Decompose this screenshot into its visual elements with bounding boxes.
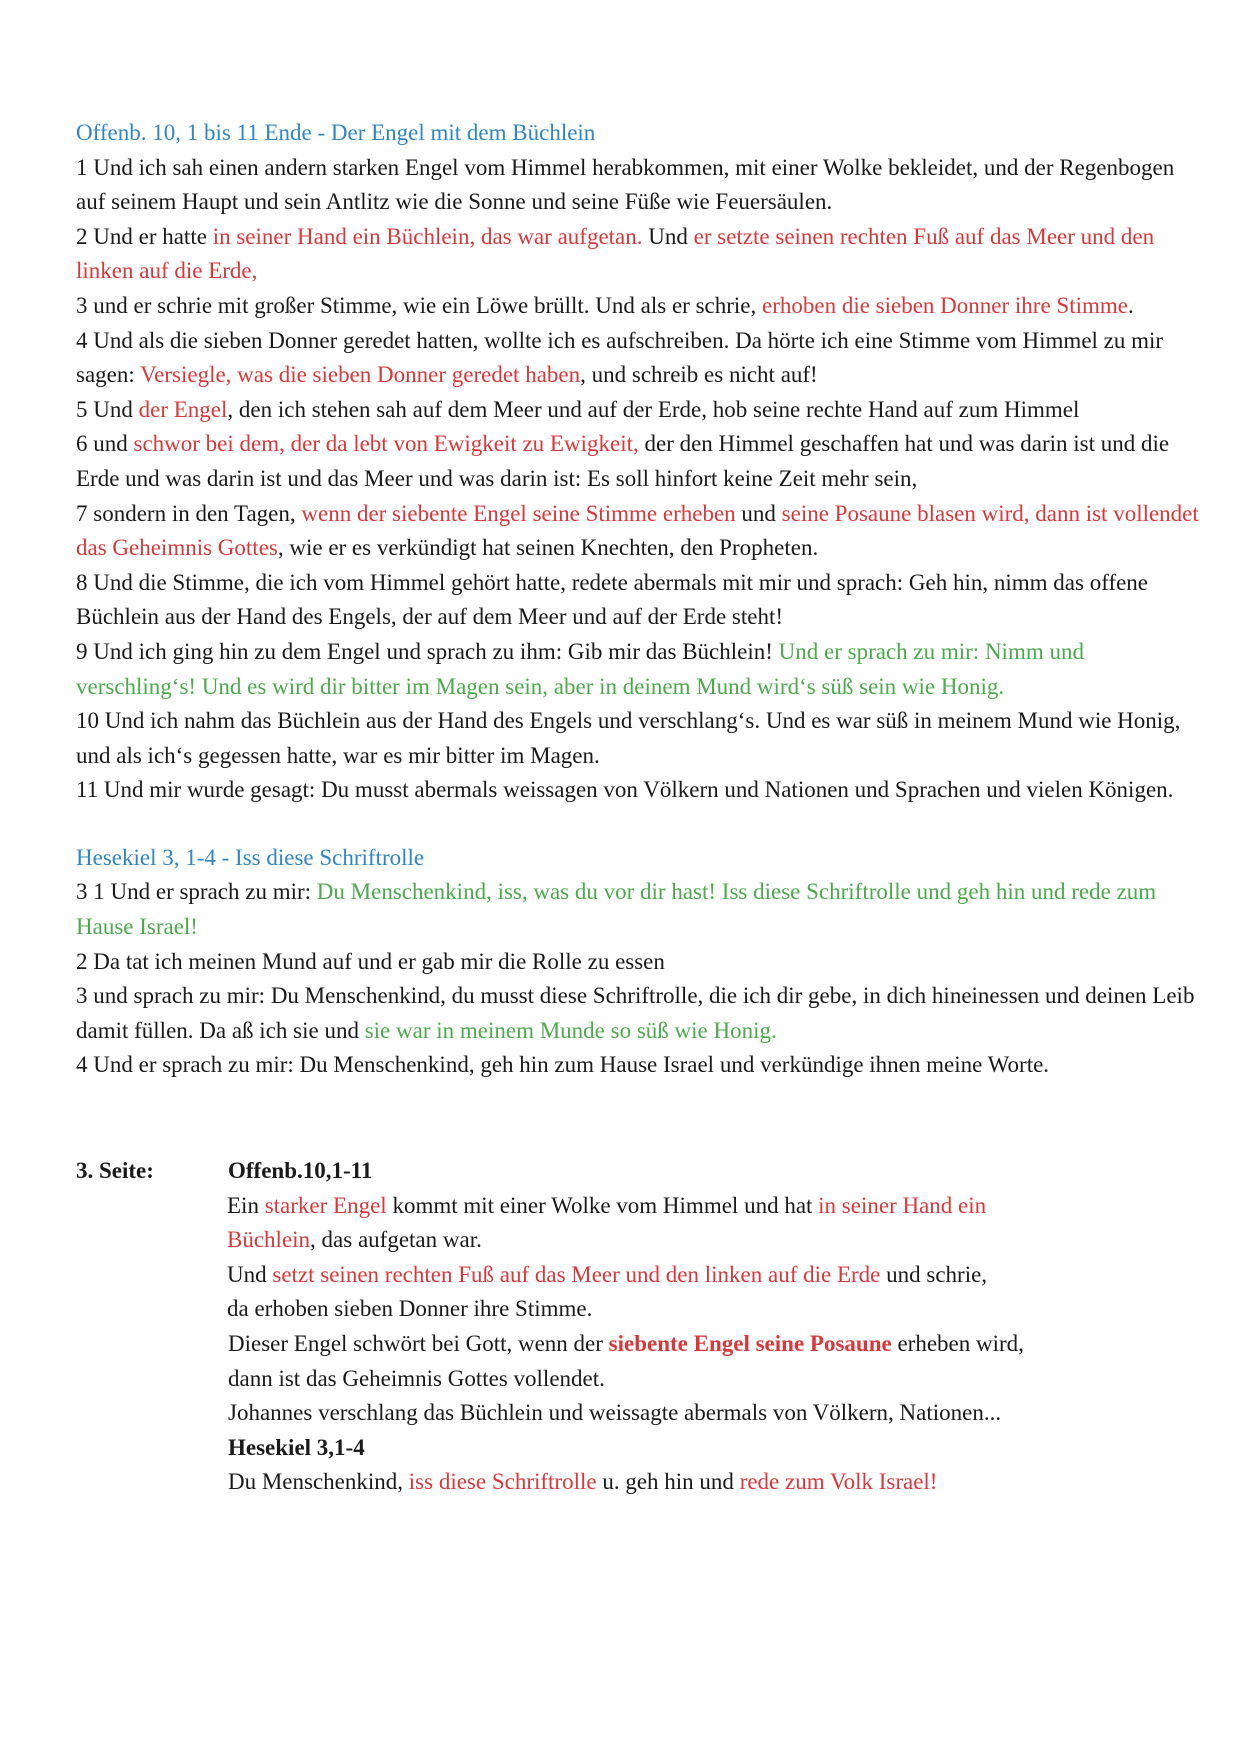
verse-text: kommt mit einer Wolke vom Himmel und hat <box>386 1192 819 1218</box>
verse-text: 4 Und als die sieben Donner geredet hatten, wollte ich es aufschreiben. Da hörte ich eine Stimme vom Himmel zu mir sagen: <box>76 327 1164 388</box>
verse-text: 11 Und mir wurde gesagt: Du musst abermals weissagen von Völkern und Nationen und Sprachen und vielen Königen. <box>76 777 1174 803</box>
verse-text: . <box>1127 292 1134 318</box>
summary-line <box>225 1189 1200 1224</box>
verse-text: 2 Da tat ich meinen Mund auf und er gab mir die Rolle zu essen <box>76 948 665 974</box>
highlighted-text: Büchlein <box>227 1227 311 1253</box>
highlighted-text: seine Posaune blasen wird, dann ist vollendet das Geheimnis Gottes <box>76 500 1199 561</box>
verse <box>76 773 1200 808</box>
offenbarung-verses <box>76 151 1200 808</box>
summary-line <box>225 1292 1200 1327</box>
verse-text: 3 1 Und er sprach zu mir: <box>76 879 317 905</box>
verse <box>76 979 1200 1048</box>
verse-text: erheben wird, <box>891 1331 1024 1356</box>
verse-text: der den Himmel geschaffen hat und was darin ist und die Erde und was darin ist und das Meer und was darin ist: Es soll hinfort keine Zeit mehr sein, <box>76 431 1170 491</box>
offenbarung-section <box>76 116 1200 808</box>
summary-body <box>225 1154 1200 1500</box>
verse <box>76 497 1200 566</box>
verse <box>76 635 1200 704</box>
verse-text: da erhoben sieben Donner ihre Stimme. <box>227 1296 593 1322</box>
summary-line <box>225 1223 1200 1258</box>
verse-text: 5 Und <box>76 396 139 422</box>
highlighted-text: der Engel <box>138 396 228 422</box>
verse-text: 4 Und er sprach zu mir: Du Menschenkind, geh hin zum Hause Israel und verkündige ihnen meine Worte. <box>76 1052 1050 1078</box>
highlighted-text: sie war in meinem Munde so süß wie Honig. <box>364 1017 777 1043</box>
verse-text: dann ist das Geheimnis Gottes vollendet. <box>228 1365 605 1391</box>
verse-text: Und <box>642 223 694 249</box>
verse-text: 1 Und ich sah einen andern starken Engel vom Himmel herabkommen, mit einer Wolke bekleidet, und der Regenbogen auf seinem Haupt und sein Antlitz wie die Sonne und seine Füße wie Feuersäulen. <box>76 154 1175 215</box>
summary-line <box>225 1362 1200 1397</box>
highlighted-text: erhoben die sieben Donner ihre Stimme <box>762 292 1128 318</box>
verse <box>76 427 1200 496</box>
highlighted-text: Versiegle, was die sieben Donner geredet haben <box>140 362 581 388</box>
verse <box>76 566 1200 635</box>
highlighted-text: iss diese Schriftrolle <box>408 1469 597 1495</box>
summary-line <box>225 1396 1200 1431</box>
verse <box>76 1048 1200 1083</box>
verse-text: Ein <box>227 1192 265 1218</box>
verse-text: 7 sondern in den Tagen, <box>76 500 302 526</box>
verse <box>76 220 1200 289</box>
verse-text: 8 Und die Stimme, die ich vom Himmel gehört hatte, redete abermals mit mir und sprach: Geh hin, nimm das offene Büchlein aus der Hand des Engels, der auf dem Meer und auf der Erde steht! <box>76 569 1149 630</box>
summary-line <box>225 1431 1200 1466</box>
verse-text: 6 und <box>76 431 134 457</box>
highlighted-text: rede zum Volk Israel! <box>739 1469 938 1495</box>
highlighted-text: schwor bei dem, der da lebt von Ewigkeit zu Ewigkeit, <box>133 431 639 457</box>
summary-section <box>76 1154 1200 1500</box>
verse-text: Dieser Engel schwört bei Gott, wenn der <box>228 1331 609 1356</box>
highlighted-text: in seiner Hand ein Büchlein, das war aufgetan. <box>212 223 643 249</box>
summary-label: 3. Seite: <box>76 1158 154 1184</box>
highlighted-text: siebente Engel seine Posaune <box>608 1331 892 1356</box>
verse-text: Offenb.10,1-11 <box>228 1158 373 1184</box>
verse-text: 9 Und ich ging hin zu dem Engel und sprach zu ihm: Gib mir das Büchlein! <box>76 638 779 664</box>
highlighted-text: starker Engel <box>264 1192 387 1218</box>
summary-line <box>225 1465 1200 1500</box>
verse <box>76 945 1200 980</box>
verse <box>76 393 1200 428</box>
verse-text: u. geh hin und <box>596 1469 740 1495</box>
verse-text: , das aufgetan war. <box>310 1227 482 1253</box>
summary-line <box>225 1154 1200 1189</box>
verse-text: Du Menschenkind, <box>228 1469 409 1495</box>
verse-text: Und <box>227 1261 273 1287</box>
summary-line <box>225 1258 1200 1293</box>
verse-text: 3 und sprach zu mir: Du Menschenkind, du musst diese Schriftrolle, die ich dir gebe, in dich hineinessen und deinen Leib damit füllen. Da aß ich sie und <box>76 983 1195 1043</box>
verse <box>76 289 1200 324</box>
verse <box>76 704 1200 773</box>
verse-text: und schrie, <box>880 1261 988 1287</box>
verse-text: , wie er es verkündigt hat seinen Knechten, den Propheten. <box>277 535 819 561</box>
verse <box>76 875 1200 944</box>
highlighted-text: in seiner Hand ein <box>818 1192 987 1218</box>
offenbarung-heading: Offenb. 10, 1 bis 11 Ende - Der Engel mit dem Büchlein <box>76 120 596 145</box>
highlighted-text: Und er sprach zu mir: Nimm und verschling‘s! Und es wird dir bitter im Magen sein, aber in deinem Mund wird‘s süß sein wie Honig. <box>76 638 1084 699</box>
verse-text: 10 Und ich nahm das Büchlein aus der Hand des Engels und verschlang‘s. Und es war süß in meinem Mund wie Honig, und als ich‘s gegessen hatte, war es mir bitter im Magen. <box>76 708 1181 768</box>
verse-text: , und schreib es nicht auf! <box>580 362 818 388</box>
hesekiel-heading: Hesekiel 3, 1-4 - Iss diese Schriftrolle <box>76 844 425 870</box>
verse-text: Hesekiel 3,1-4 <box>228 1434 365 1460</box>
highlighted-text: wenn der siebente Engel seine Stimme erheben <box>301 500 736 526</box>
highlighted-text: setzt seinen rechten Fuß auf das Meer und den linken auf die Erde <box>272 1261 881 1287</box>
hesekiel-verses <box>76 875 1200 1083</box>
verse-text: Johannes verschlang das Büchlein und weissagte abermals von Völkern, Nationen... <box>228 1400 1002 1426</box>
highlighted-text: Du Menschenkind, iss, was du vor dir hast! Iss diese Schriftrolle und geh hin und rede zum Hause Israel! <box>76 879 1157 940</box>
verse-text: , den ich stehen sah auf dem Meer und auf der Erde, hob seine rechte Hand auf zum Himmel <box>227 396 1080 422</box>
summary-line <box>225 1327 1200 1362</box>
highlighted-text: er setzte seinen rechten Fuß auf das Meer und den linken auf die Erde, <box>76 223 1155 284</box>
verse <box>76 151 1200 220</box>
hesekiel-section <box>76 841 1200 1083</box>
verse-text: 2 Und er hatte <box>76 223 213 249</box>
verse <box>76 324 1200 393</box>
verse-text: 3 und er schrie mit großer Stimme, wie ein Löwe brüllt. Und als er schrie, <box>76 292 762 318</box>
verse-text: und <box>735 500 782 526</box>
